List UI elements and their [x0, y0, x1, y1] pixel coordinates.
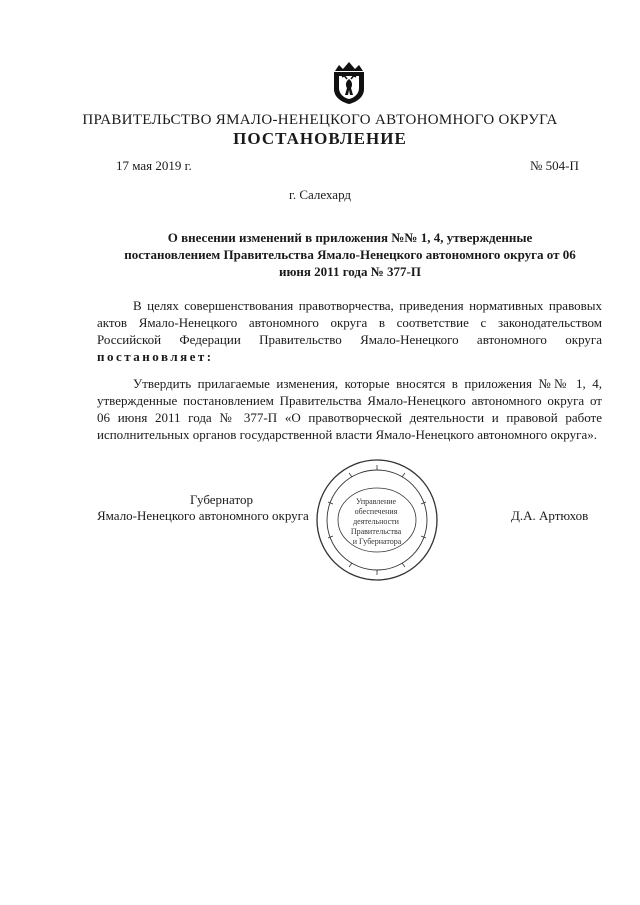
signatory-region: Ямало-Ненецкого автономного округа [97, 508, 309, 523]
seal-line: Управление [355, 497, 397, 506]
official-seal-icon [314, 457, 440, 583]
seal-line: деятельности [353, 517, 399, 526]
document-city: г. Салехард [288, 187, 352, 202]
paragraph-1-text: В целях совершенствования правотворчества, приведения нормативных правовых актов Ямало-Ненецкого автономного округа в соответствие с законодательством Российской Федерации Правительство Ямало-Ненецкого автономного округа [97, 298, 602, 347]
seal-line: Правительства [350, 527, 402, 536]
document-number: № 504-П [530, 158, 579, 173]
signatory-position: Губернатор [190, 492, 253, 507]
svg-text:Управление обеспечения [351, 497, 403, 546]
organization-name: ПРАВИТЕЛЬСТВО ЯМАЛО-НЕНЕЦКОГО АВТОНОМНОГО ОКРУГА [82, 112, 558, 128]
seal-line: и Губернатора [352, 537, 402, 546]
document-title: О внесении изменений в приложения №№ 1, 4, утвержденные постановлением Правительства Ямало-Ненецкого автономного округа от 06 июня 2011 года № 377-П [124, 230, 576, 279]
body-paragraph-1 [97, 297, 602, 365]
body-paragraph-2: Утвердить прилагаемые изменения, которые вносятся в приложения №№ 1, 4, утвержденные постановлением Правительства Ямало-Ненецкого автономного округа от 06 июня 2011 года № 377-П «О правотворческой деятельности и правовой работе исполнительных органов государственной власти Ямало-Ненецкого автономного округа». [97, 376, 602, 442]
document-date: 17 мая 2019 г. [116, 158, 192, 173]
coat-of-arms-icon [325, 57, 373, 105]
document-type: ПОСТАНОВЛЕНИЕ [233, 129, 407, 148]
seal-line: обеспечения [354, 507, 398, 516]
signatory-name: Д.А. Артюхов [511, 508, 589, 523]
resolution-keyword: постановляет: [97, 349, 214, 364]
